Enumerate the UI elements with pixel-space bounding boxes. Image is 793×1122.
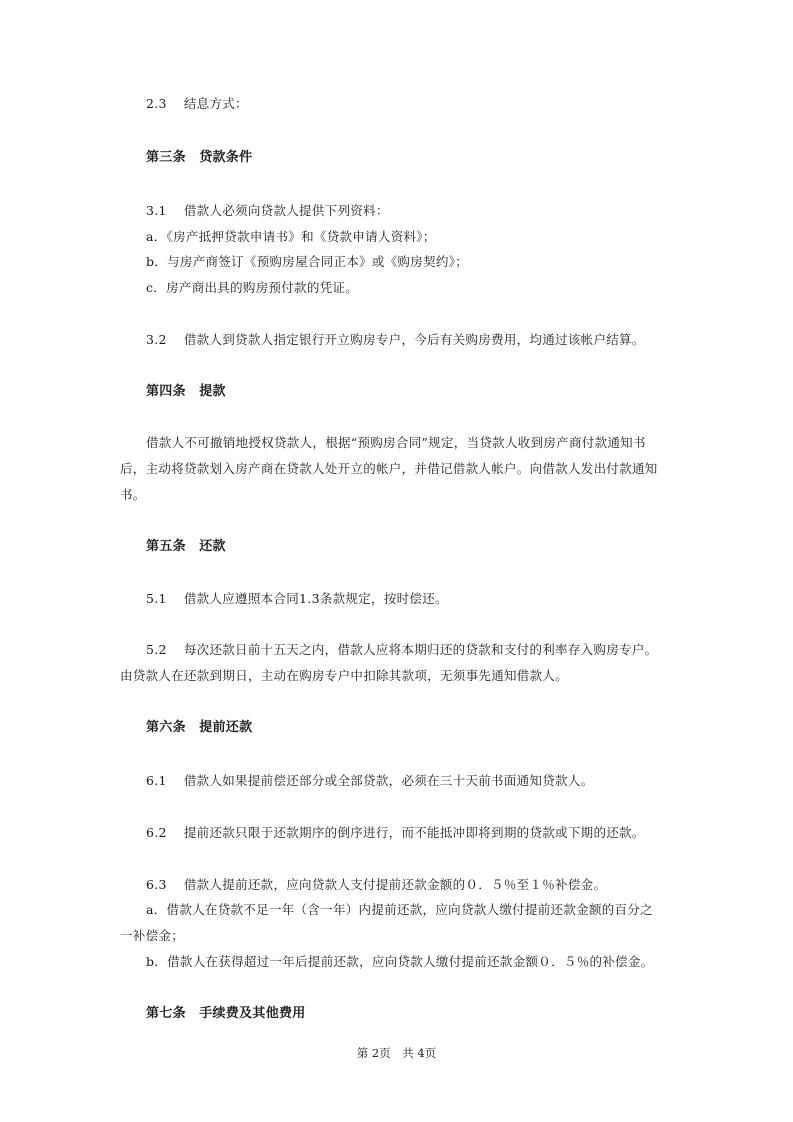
clause-6-3-b: b．借款人在获得超过一年后提前还款，应向贷款人缴付提前还款金额０．５％的补偿金。: [146, 954, 654, 969]
page-footer: 第 2页 共 4页: [356, 1046, 437, 1060]
article-5-heading: 第五条 还款: [146, 539, 226, 554]
clause-6-3: 6.3 借款人提前还款，应向贷款人支付提前还款金额的０．５％至１％补偿金。: [146, 877, 607, 892]
article-6-heading: 第六条 提前还款: [146, 720, 253, 735]
clause-6-3-a: a．借款人在贷款不足一年（含一年）内提前还款，应向贷款人缴付提前还款金额的百分之一补偿金；: [120, 902, 653, 943]
clause-3-2: 3.2 借款人到贷款人指定银行开立购房专户，今后有关购房费用，均通过该帐户结算。: [146, 332, 645, 347]
clause-6-2: 6.2 提前还款只限于还款期序的倒序进行，而不能抵冲即将到期的贷款或下期的还款。: [146, 825, 645, 840]
article-4-heading: 第四条 提款: [146, 384, 226, 399]
clause-6-1: 6.1 借款人如果提前偿还部分或全部贷款，必须在三十天前书面通知贷款人。: [146, 773, 594, 788]
article-3-heading: 第三条 贷款条件: [146, 150, 253, 165]
clause-5-1: 5.1 借款人应遵照本合同1.3条款规定，按时偿还。: [146, 591, 448, 606]
clause-3-1: 3.1 借款人必须向贷款人提供下列资料：: [146, 203, 389, 218]
article-4-body: 借款人不可撤销地授权贷款人，根据“预购房合同”规定，当贷款人收到房产商付款通知书后，主动将贷款划入房产商在贷款人处开立的帐户，并借记借款人帐户。向借款人发出付款通知书。: [120, 435, 658, 502]
clause-3-1-a: a．《房产抵押贷款申请书》和《贷款申请人资料》；: [146, 229, 436, 244]
clause-2-3: 2.3 结息方式：: [146, 96, 248, 111]
clause-5-2: 5.2 每次还款日前十五天之内，借款人应将本期归还的贷款和支付的利率存入购房专户。由贷款人在还款到期日，主动在购房专户中扣除其款项，无须事先通知借款人。: [120, 642, 658, 683]
article-7-heading: 第七条 手续费及其他费用: [146, 1006, 306, 1021]
clause-3-1-c: c．房产商出具的购房预付款的凭证。: [146, 280, 359, 295]
clause-3-1-b: b．与房产商签订《预购房屋合同正本》或《购房契约》；: [146, 254, 469, 269]
